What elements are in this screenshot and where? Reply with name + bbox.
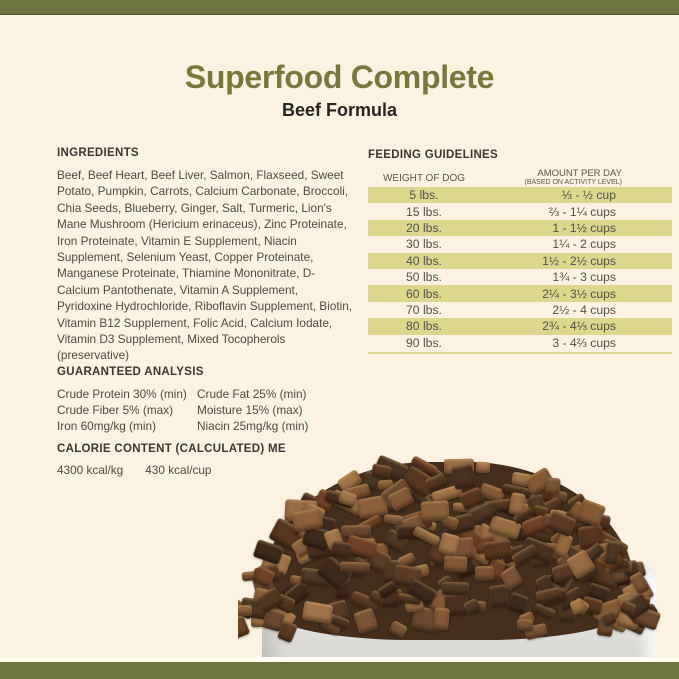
amount-cell: ⅔ - 1¼ cups xyxy=(548,204,616,219)
weight-cell: 70 lbs. xyxy=(406,302,442,317)
guaranteed-analysis-section xyxy=(57,366,357,435)
calorie-kcal-kg: 4300 kcal/kg xyxy=(57,463,124,477)
weight-cell: 5 lbs. xyxy=(409,188,439,203)
ingredients-text: Beef, Beef Heart, Beef Liver, Salmon, Flaxseed, Sweet Potato, Pumpkin, Carrots, Calcium Carbonate, Broccoli, Chia Seeds, Blueberry, Ginger, Salt, Turmeric, Lion's Mane Mushroom (Hericium erinaceus), Zinc Proteinate, Iron Proteinate, Vitamin E Supplement, Niacin Supplement, Selenium Yeast, Copper Proteinate, Manganese Proteinate, Thiamine Mononitrate, D-Calcium Pantothenate, Vitamin A Supplement, Pyridoxine Hydrochloride, Riboflavin Supplement, Biotin, Vitamin B12 Supplement, Folic Acid, Calcium Iodate, Vitamin D3 Supplement, Mixed Tocopherols (preservative) xyxy=(57,168,353,363)
table-bottom-rule xyxy=(368,352,672,354)
amount-cell: 2½ - 4 cups xyxy=(552,302,616,317)
weight-cell: 40 lbs. xyxy=(406,253,442,268)
feeding-guidelines-section xyxy=(368,149,672,354)
feeding-guidelines-heading: FEEDING GUIDELINES xyxy=(368,149,498,161)
weight-column-header: WEIGHT OF DOG xyxy=(382,173,466,184)
bottom-accent-bar xyxy=(0,662,679,679)
weight-cell: 20 lbs. xyxy=(406,220,442,235)
amount-cell: 2¾ - 4⅓ cups xyxy=(542,319,616,334)
feeding-table-row xyxy=(368,302,672,318)
ingredients-section xyxy=(57,147,355,364)
analysis-item: Moisture 15% (max) xyxy=(197,403,303,418)
amount-cell: 1½ - 2½ cups xyxy=(542,253,616,268)
amount-cell: 1 - 1½ cups xyxy=(552,220,616,235)
amount-header-line1: AMOUNT PER DAY xyxy=(537,167,622,179)
page-title: Superfood Complete xyxy=(184,59,495,95)
feeding-table-row xyxy=(368,335,672,351)
feeding-table-row xyxy=(368,187,672,203)
analysis-right-column xyxy=(197,386,308,435)
guaranteed-analysis-heading: GUARANTEED ANALYSIS xyxy=(57,366,204,378)
calorie-content-section xyxy=(57,443,357,477)
top-accent-bar xyxy=(0,0,679,15)
weight-cell: 60 lbs. xyxy=(406,286,442,301)
amount-column-header xyxy=(480,169,672,186)
calorie-content-heading: CALORIE CONTENT (CALCULATED) ME xyxy=(57,443,286,455)
feeding-table-row xyxy=(368,220,672,236)
page-subtitle: Beef Formula xyxy=(281,100,398,120)
analysis-item: Crude Fat 25% (min) xyxy=(197,387,307,401)
weight-cell: 80 lbs. xyxy=(406,319,442,334)
amount-header-line2: (BASED ON ACTIVITY LEVEL) xyxy=(524,178,622,186)
amount-cell: 1¼ - 2 cups xyxy=(552,237,616,252)
analysis-item: Crude Protein 30% (min) xyxy=(57,387,187,401)
ingredients-heading: INGREDIENTS xyxy=(57,147,139,159)
analysis-item: Niacin 25mg/kg (min) xyxy=(197,419,309,434)
analysis-item: Iron 60mg/kg (min) xyxy=(57,419,156,434)
amount-cell: 1¾ - 3 cups xyxy=(552,270,616,285)
analysis-item: Crude Fiber 5% (max) xyxy=(57,403,174,418)
feeding-table-row xyxy=(368,285,672,301)
feeding-table-row xyxy=(368,236,672,252)
weight-cell: 30 lbs. xyxy=(406,237,442,252)
feeding-table-row xyxy=(368,253,672,269)
analysis-left-column xyxy=(57,386,197,435)
calorie-kcal-cup: 430 kcal/cup xyxy=(145,463,212,477)
weight-cell: 15 lbs. xyxy=(406,204,442,219)
amount-cell: ⅓ - ½ cup xyxy=(561,188,616,203)
amount-cell: 3 - 4⅔ cups xyxy=(552,335,616,350)
amount-cell: 2¼ - 3½ cups xyxy=(542,286,616,301)
feeding-table-row xyxy=(368,269,672,285)
weight-cell: 50 lbs. xyxy=(406,270,442,285)
feeding-table-row xyxy=(368,203,672,219)
feeding-table-row xyxy=(368,318,672,334)
feeding-table-header xyxy=(368,168,672,186)
weight-cell: 90 lbs. xyxy=(406,335,442,350)
